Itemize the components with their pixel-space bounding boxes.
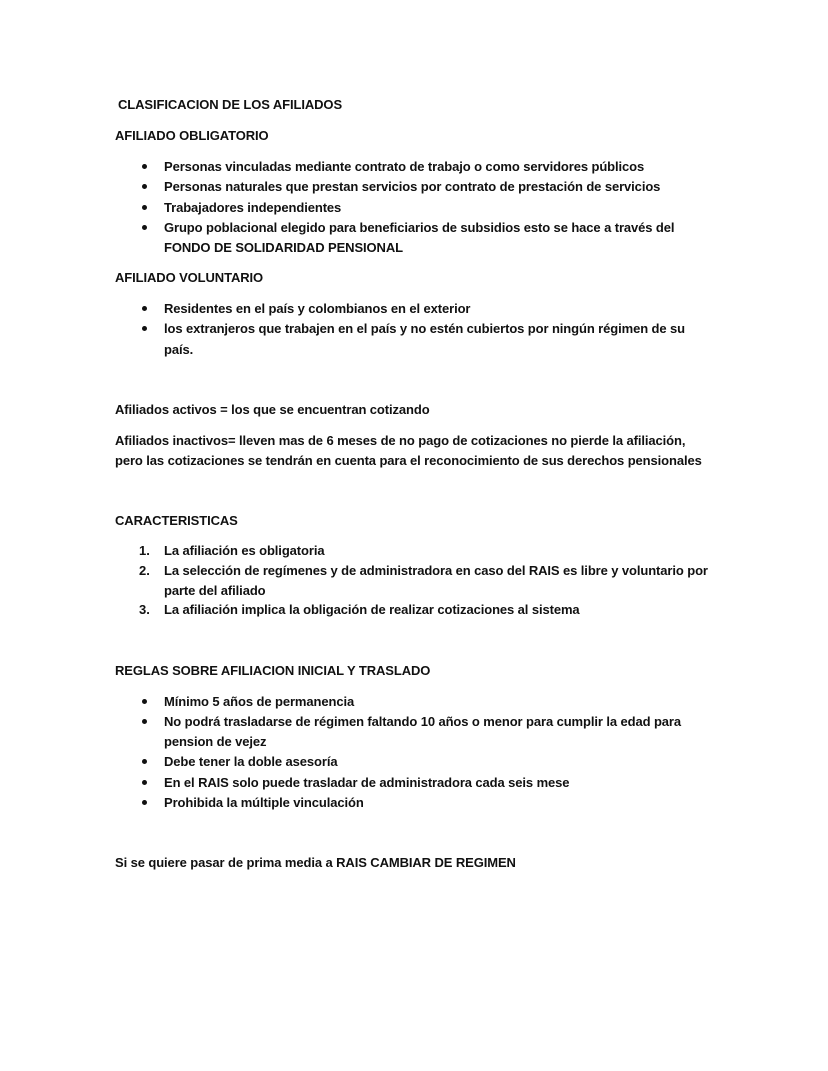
bullet-icon: [142, 225, 147, 230]
bullet-icon: [142, 780, 147, 785]
list-item: Grupo poblacional elegido para beneficiarios de subsidios esto se hace a través del: [164, 220, 675, 235]
list-item: La selección de regímenes y de administradora en caso del RAIS es libre y voluntario por: [164, 563, 708, 578]
list-number: 2.: [139, 563, 150, 578]
section-title-mandatory: AFILIADO OBLIGATORIO: [115, 128, 269, 143]
list-number: 3.: [139, 602, 150, 617]
section-title-rules: REGLAS SOBRE AFILIACION INICIAL Y TRASLADO: [115, 663, 431, 678]
bullet-icon: [142, 719, 147, 724]
list-item: Mínimo 5 años de permanencia: [164, 694, 355, 709]
list-item: Personas naturales que prestan servicios por contrato de prestación de servicios: [164, 179, 661, 194]
bullet-icon: [142, 800, 147, 805]
list-item: Prohibida la múltiple vinculación: [164, 795, 364, 810]
closing-note: Si se quiere pasar de prima media a RAIS CAMBIAR DE REGIMEN: [115, 855, 516, 870]
list-number: 1.: [139, 543, 150, 558]
list-item-continuation: país.: [164, 342, 194, 357]
bullet-icon: [142, 164, 147, 169]
list-item-continuation: parte del afiliado: [164, 583, 266, 598]
list-item: En el RAIS solo puede trasladar de administradora cada seis mese: [164, 775, 570, 790]
section-title-voluntary: AFILIADO VOLUNTARIO: [115, 270, 264, 285]
inactive-members-text-continuation: pero las cotizaciones se tendrán en cuenta para el reconocimiento de sus derechos pensionales: [115, 453, 702, 468]
bullet-icon: [142, 699, 147, 704]
document-heading: CLASIFICACION DE LOS AFILIADOS: [118, 97, 343, 112]
list-item: los extranjeros que trabajen en el país y no estén cubiertos por ningún régimen de su: [164, 321, 686, 336]
list-item: La afiliación implica la obligación de realizar cotizaciones al sistema: [164, 602, 580, 617]
list-item: La afiliación es obligatoria: [164, 543, 325, 558]
active-members-text: Afiliados activos = los que se encuentran cotizando: [115, 402, 430, 417]
bullet-icon: [142, 759, 147, 764]
list-item-continuation: FONDO DE SOLIDARIDAD PENSIONAL: [164, 240, 403, 255]
list-item: Personas vinculadas mediante contrato de trabajo o como servidores públicos: [164, 159, 645, 174]
bullet-icon: [142, 205, 147, 210]
inactive-members-text: Afiliados inactivos= lleven mas de 6 meses de no pago de cotizaciones no pierde la afiliación,: [115, 433, 686, 448]
bullet-icon: [142, 306, 147, 311]
bullet-icon: [142, 326, 147, 331]
list-item: Trabajadores independientes: [164, 200, 342, 215]
list-item: No podrá trasladarse de régimen faltando 10 años o menor para cumplir la edad para: [164, 714, 682, 729]
list-item: Residentes en el país y colombianos en el exterior: [164, 301, 471, 316]
bullet-icon: [142, 184, 147, 189]
section-title-characteristics: CARACTERISTICAS: [115, 513, 238, 528]
list-item-continuation: pension de vejez: [164, 734, 267, 749]
list-item: Debe tener la doble asesoría: [164, 754, 338, 769]
